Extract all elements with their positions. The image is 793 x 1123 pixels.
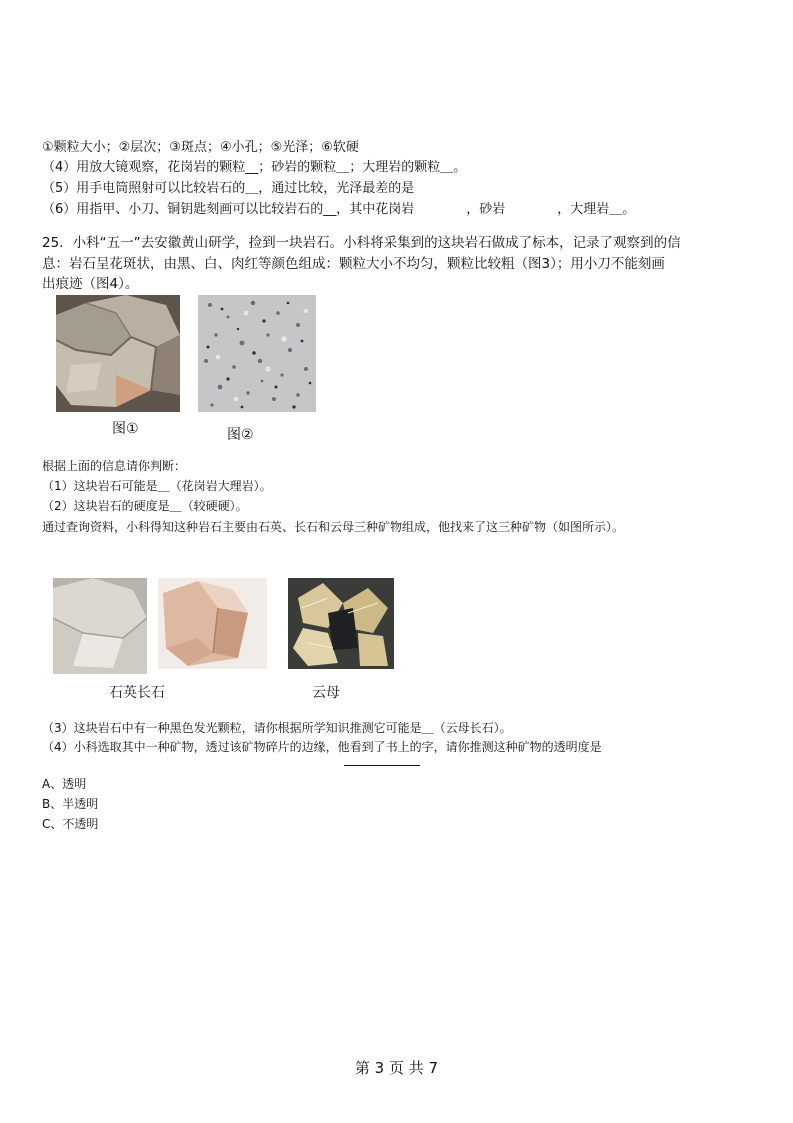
judge-intro: 根据上面的信息请你判断： <box>42 459 187 473</box>
rock-photo-figure-1 <box>56 295 180 412</box>
figure-1-caption: 图① <box>112 421 139 437</box>
mineral-caption-quartz-feldspar: 石英长石 <box>109 685 165 701</box>
choice-b: B、半透明 <box>42 797 99 811</box>
subquestion-3: （3）这块岩石中有一种黑色发光颗粒，请你根据所学知识推测它可能是＿（云母长石）。 <box>42 721 512 735</box>
granite-texture-figure-2 <box>198 295 316 412</box>
question-25-text-line-1: 25．小科“五一”去安徽黄山研学，捡到一块岩石。小科将采集到的这块岩石做成了标本，记录了观察到的信 <box>42 235 681 251</box>
mica-photo <box>288 578 394 669</box>
mineral-caption-mica: 云母 <box>312 685 340 701</box>
subquestion-4: （4）小科选取其中一种矿物，透过该矿物碎片的边缘，他看到了书上的字，请你推测这种矿物的透明度是 <box>42 740 602 754</box>
question-25-text-line-2: 息：岩石呈花斑状，由黑、白、肉红等颜色组成：颗粒大小不均匀，颗粒比较粗（图3）；用小刀不能刻画 <box>42 256 665 272</box>
subquestion-1: （1）这块岩石可能是＿（花岗岩大理岩）。 <box>42 479 272 493</box>
choice-a: A、透明 <box>42 777 87 791</box>
question-6-scratch: （6）用指甲、小刀、铜钥匙刻画可以比较岩石的__，其中花岗岩 ，砂岩 ，大理岩＿。 <box>42 202 636 217</box>
figure-2-caption: 图② <box>227 427 254 443</box>
question-25-text-line-3: 出痕迹（图4）。 <box>42 276 139 292</box>
question-5-flashlight: （5）用手电筒照射可以比较岩石的＿，通过比较，光泽最差的是 <box>42 181 415 196</box>
quartz-photo <box>53 578 147 674</box>
page-footer: 第 3 页 共 7 <box>354 1059 439 1077</box>
minerals-intro: 通过查询资料，小科得知这种岩石主要由石英、长石和云母三种矿物组成，他找来了这三种矿物（如图所示）。 <box>42 520 625 534</box>
question-4-magnifier: （4）用放大镜观察，花岗岩的颗粒__；砂岩的颗粒＿；大理岩的颗粒＿。 <box>42 160 467 175</box>
answer-blank-line <box>344 765 420 766</box>
choice-c: C、不透明 <box>42 817 99 831</box>
subquestion-2: （2）这块岩石的硬度是＿（较硬硬）。 <box>42 499 248 513</box>
properties-list: ①颗粒大小；②层次；③斑点；④小孔；⑤光泽；⑥软硬 <box>42 140 359 155</box>
feldspar-photo <box>158 578 267 669</box>
